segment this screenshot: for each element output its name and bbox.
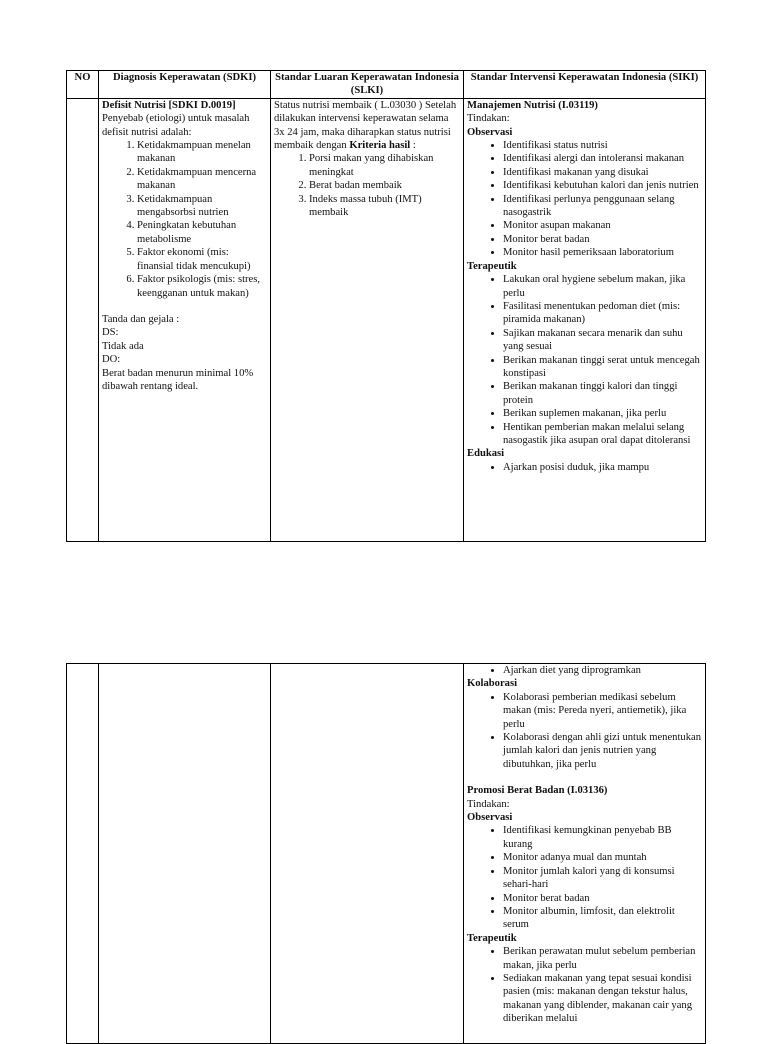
header-sdki: Diagnosis Keperawatan (SDKI) (99, 71, 271, 99)
list-item: • Monitor berat badan (503, 892, 702, 905)
slki-cell (271, 664, 464, 1044)
tindakan-label: Tindakan: (467, 798, 510, 810)
ds-value: Tidak ada (102, 340, 144, 352)
list-item: • Identifikasi kemungkinan penyebab BB kurang (503, 824, 702, 851)
observasi-list (467, 139, 702, 260)
list-item: 3. Indeks massa tubuh (IMT) membaik (309, 193, 460, 220)
no-cell (67, 664, 99, 1044)
table-row (67, 98, 706, 541)
terapeutik-list (467, 945, 702, 1025)
siki-cell (464, 664, 706, 1044)
signs-label: Tanda dan gejala : (102, 313, 180, 325)
etiology-list (102, 139, 267, 300)
list-item: • Identifikasi status nutrisi (503, 139, 702, 152)
list-item: • Sediakan makanan yang tepat sesuai kondisi pasien (mis: makanan dengan tekstur halus, makanan yang diblender, makanan cair yang diberikan melalui (503, 972, 702, 1026)
list-item: • Berikan makanan tinggi kalori dan tinggi protein (503, 380, 702, 407)
sdki-cell (99, 98, 271, 541)
criteria-list (274, 152, 460, 219)
do-label: DO: (102, 354, 121, 366)
criteria-colon: : (410, 140, 416, 152)
list-item: • Ajarkan posisi duduk, jika mampu (503, 461, 702, 474)
kolaborasi-heading: Kolaborasi (467, 678, 518, 690)
edukasi-list (467, 664, 702, 677)
promosi-title: Promosi Berat Badan (I.03136) (467, 785, 608, 797)
list-item: 3. Ketidakmampuan mengabsorbsi nutrien (137, 193, 267, 220)
diagnosis-title: Defisit Nutrisi [SDKI D.0019] (102, 99, 236, 111)
list-item: • Monitor berat badan (503, 233, 702, 246)
list-item: • Monitor asupan makanan (503, 219, 702, 232)
header-slki: Standar Luaran Keperawatan Indonesia (SLKI) (271, 71, 464, 99)
list-item: 1. Ketidakmampuan menelan makanan (137, 139, 267, 166)
siki-cell (464, 98, 706, 541)
observasi-heading: Observasi (467, 126, 513, 138)
outcome-intro (274, 99, 460, 153)
list-item: • Monitor albumin, limfosit, dan elektrolit serum (503, 905, 702, 932)
list-item: 4. Peningkatan kebutuhan metabolisme (137, 219, 267, 246)
list-item: • Identifikasi makanan yang disukai (503, 166, 702, 179)
list-item: • Monitor hasil pemeriksaan laboratorium (503, 246, 702, 259)
list-item: • Ajarkan diet yang diprogramkan (503, 664, 702, 677)
tindakan-label: Tindakan: (467, 113, 510, 125)
list-item: • Hentikan pemberian makan melalui selang nasogastik jika asupan oral dapat ditoleransi (503, 421, 702, 448)
list-item: • Monitor adanya mual dan muntah (503, 851, 702, 864)
list-item: • Fasilitasi menentukan pedoman diet (mis: piramida makanan) (503, 300, 702, 327)
list-item: • Kolaborasi dengan ahli gizi untuk menentukan jumlah kalori dan jenis nutrien yang dibutuhkan, jika perlu (503, 731, 702, 771)
list-item: • Berikan perawatan mulut sebelum pemberian makan, jika perlu (503, 945, 702, 972)
sdki-cell (99, 664, 271, 1044)
list-item: • Kolaborasi pemberian medikasi sebelum makan (mis: Pereda nyeri, antiemetik), jika perlu (503, 691, 702, 731)
outcome-text: Status nutrisi membaik ( L.03030 ) Setelah dilakukan intervensi keperawatan selama 3x 24 jam, maka diharapkan status nutrisi membaik dengan (274, 99, 457, 152)
list-item: • Identifikasi kebutuhan kalori dan jenis nutrien (503, 179, 702, 192)
list-item: 2. Berat badan membaik (309, 179, 460, 192)
slki-cell (271, 98, 464, 541)
list-item: 6. Faktor psikologis (mis: stres, keengganan untuk makan) (137, 273, 267, 300)
intervention-title: Manajemen Nutrisi (I.03119) (467, 99, 598, 111)
kolaborasi-list (467, 691, 702, 771)
list-item: • Identifikasi perlunya penggunaan selang nasogastrik (503, 193, 702, 220)
table-row (67, 664, 706, 1044)
no-cell (67, 98, 99, 541)
list-item: • Berikan makanan tinggi serat untuk mencegah konstipasi (503, 354, 702, 381)
list-item: • Monitor jumlah kalori yang di konsumsi sehari-hari (503, 865, 702, 892)
list-item: • Lakukan oral hygiene sebelum makan, jika perlu (503, 273, 702, 300)
edukasi-list (467, 461, 702, 474)
terapeutik-list (467, 273, 702, 447)
ds-label: DS: (102, 327, 119, 339)
do-value: Berat badan menurun minimal 10% dibawah rentang ideal. (102, 367, 254, 392)
observasi-list (467, 824, 702, 931)
list-item: • Identifikasi alergi dan intoleransi makanan (503, 152, 702, 165)
care-plan-table (66, 70, 706, 542)
criteria-label: Kriteria hasil (349, 140, 411, 152)
list-item: 2. Ketidakmampuan mencerna makanan (137, 166, 267, 193)
header-row (67, 71, 706, 99)
header-siki: Standar Intervensi Keperawatan Indonesia (SIKI) (464, 71, 706, 99)
list-item: • Berikan suplemen makanan, jika perlu (503, 407, 702, 420)
list-item: • Sajikan makanan secara menarik dan suhu yang sesuai (503, 327, 702, 354)
terapeutik-heading: Terapeutik (467, 260, 517, 272)
header-no: NO (67, 71, 99, 99)
etiology-intro: Penyebab (etiologi) untuk masalah defisit nutrisi adalah: (102, 113, 250, 138)
terapeutik-heading: Terapeutik (467, 932, 517, 944)
edukasi-heading: Edukasi (467, 448, 505, 460)
list-item: 1. Porsi makan yang dihabiskan meningkat (309, 152, 460, 179)
observasi-heading: Observasi (467, 812, 513, 824)
list-item: 5. Faktor ekonomi (mis: finansial tidak mencukupi) (137, 246, 267, 273)
care-plan-table-continued (66, 663, 706, 1044)
